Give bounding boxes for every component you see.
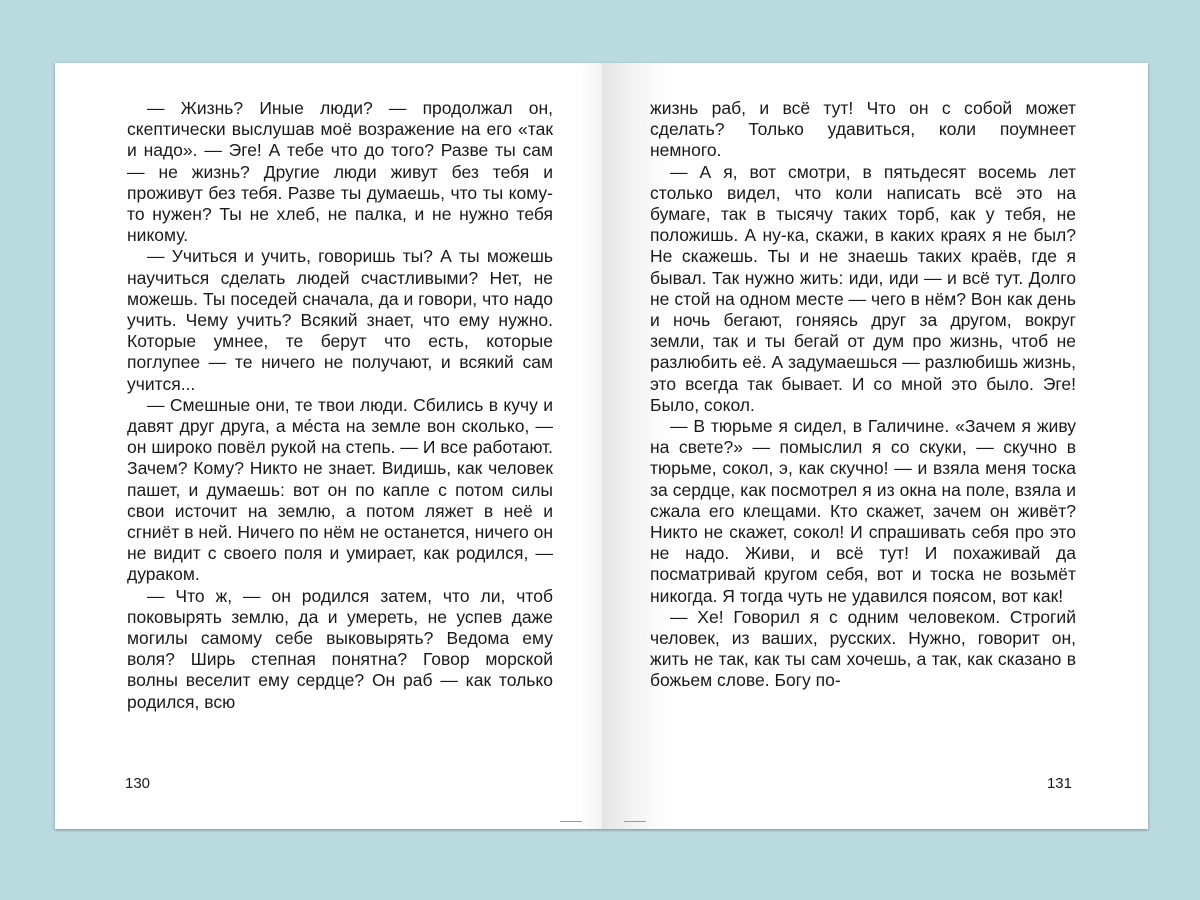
fold-mark xyxy=(624,821,646,822)
paragraph: — Хе! Говорил я с одним человеком. Строгий человек, из ваших, русских. Нужно, говорит он, жить не так, как ты сам хочешь, а так, как сказано в божьем слове. Богу по- xyxy=(650,606,1076,691)
left-page-text xyxy=(127,98,553,713)
right-page xyxy=(602,63,1148,829)
right-page-text xyxy=(650,98,1076,692)
book-spread xyxy=(55,63,1148,829)
paragraph: жизнь раб, и всё тут! Что он с собой может сделать? Только удавиться, коли поумнеет немного. xyxy=(650,98,1076,161)
page-number: 130 xyxy=(125,775,151,792)
paragraph: — Жизнь? Иные люди? — продолжал он, скептически выслушав моё возражение на его «так и надо». — Эге! А тебе что до того? Разве ты сам — не жизнь? Другие люди живут без тебя и проживут без тебя. Разве ты думаешь, что ты кому-то нужен? Ты не хлеб, не палка, и не нужно тебя никому. xyxy=(127,98,553,246)
paragraph: — Что ж, — он родился затем, что ли, чтоб поковырять землю, да и умереть, не успев даже могилы самому себе выковырять? Ведома ему воля? Ширь степная понятна? Говор морской волны веселит ему сердце? Он раб — как только родился, всю xyxy=(127,585,553,712)
page-number: 131 xyxy=(1046,775,1072,792)
left-page xyxy=(55,63,602,829)
paragraph: — Смешные они, те твои люди. Сбились в кучу и давят друг друга, а ме́ста на земле вон сколько, — он широко повёл рукой на степь. — И все работают. Зачем? Кому? Никто не знает. Видишь, как человек пашет, и думаешь: вот он по капле с потом силы свои источит на землю, а потом ляжет в неё и сгниёт в ней. Ничего по нём не останется, ничего он не видит с своего поля и умирает, как родился, — дураком. xyxy=(127,394,553,585)
paragraph: — В тюрьме я сидел, в Галичине. «Зачем я живу на свете?» — помыслил я со скуки, — скучно в тюрьме, сокол, э, как скучно! — и взяла меня тоска за сердце, как посмотрел я из окна на поле, взяла и сжала его клещами. Кто скажет, зачем он живёт? Никто не скажет, сокол! И спрашивать себя про это не надо. Живи, и всё тут! И похаживай да посматривай кругом себя, вот и тоска не возьмёт никогда. Я тогда чуть не удавился поясом, вот как! xyxy=(650,416,1076,606)
paragraph: — А я, вот смотри, в пятьдесят восемь лет столько видел, что коли написать всё это на бумаге, так в тысячу таких торб, как у тебя, не положишь. А ну-ка, скажи, в каких краях я не был? Не скажешь. Ты и не знаешь таких краёв, где я бывал. Так нужно жить: иди, иди — и всё тут. Долго не стой на одном месте — чего в нём? Вон как день и ночь бегают, гоняясь друг за другом, вокруг земли, так и ты бегай от дум про жизнь, чтоб не разлюбить её. А задумаешься — разлюбишь жизнь, это всегда так бывает. И со мной это было. Эге! Было, сокол. xyxy=(650,161,1076,415)
fold-mark xyxy=(560,821,582,822)
paragraph: — Учиться и учить, говоришь ты? А ты можешь научиться сделать людей счастливыми? Нет, не можешь. Ты поседей сначала, да и говори, что надо учить. Чему учить? Всякий знает, что ему нужно. Которые умнее, те берут что есть, которые поглупее — те ничего не получают, и всякий сам учится... xyxy=(127,246,553,394)
